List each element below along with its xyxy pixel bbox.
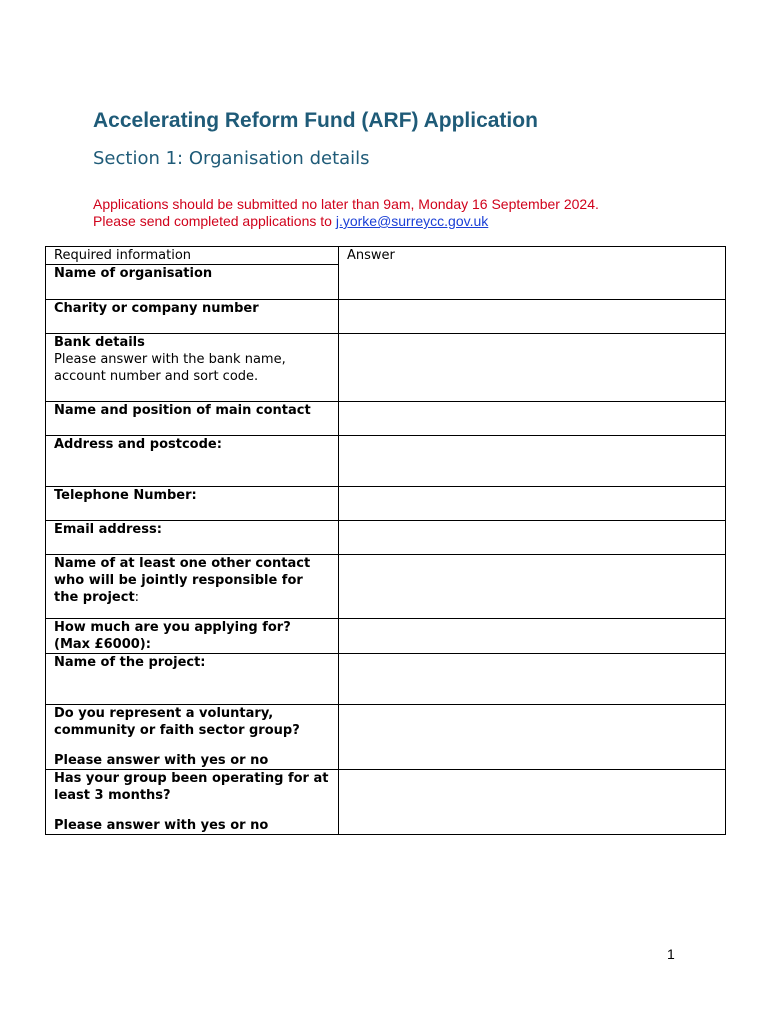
table-row [46, 334, 726, 402]
answer-bank-details[interactable] [339, 334, 726, 402]
other-contact-label: Name of at least one other contact who will be jointly responsible for the project [54, 556, 311, 605]
answer-project-name[interactable] [339, 654, 726, 705]
table-row [46, 654, 726, 705]
question-operating-duration [46, 770, 339, 835]
table-row [46, 705, 726, 770]
question-address: Address and postcode: [46, 436, 339, 487]
question-bank-details [46, 334, 339, 402]
bank-details-label: Bank details [54, 335, 145, 350]
table-row [46, 521, 726, 555]
table-row [46, 555, 726, 619]
table-row [46, 300, 726, 334]
column-header-question-label: Required information [54, 248, 192, 263]
table-row [46, 487, 726, 521]
column-header-answer-label: Answer [347, 248, 395, 263]
answer-voluntary-group[interactable] [339, 705, 726, 770]
answer-amount[interactable] [339, 619, 726, 654]
question-voluntary-group [46, 705, 339, 770]
voluntary-group-hint: Please answer with yes or no [54, 753, 269, 768]
table-row [46, 402, 726, 436]
question-email: Email address: [46, 521, 339, 555]
deadline-text: Applications should be submitted no later than 9am, Monday 16 September 2024. [93, 196, 599, 212]
section-title: Section 1: Organisation details [93, 148, 370, 169]
contact-email-link[interactable]: j.yorke@surreycc.gov.uk [335, 213, 489, 229]
send-instructions-text: Please send completed applications to [93, 213, 336, 229]
answer-operating-duration[interactable] [339, 770, 726, 835]
column-header-answer [339, 247, 726, 300]
question-main-contact: Name and position of main contact [46, 402, 339, 436]
send-instructions [93, 213, 599, 230]
operating-duration-label: Has your group been operating for at least 3 months? [54, 771, 329, 803]
other-contact-suffix: : [134, 590, 140, 605]
voluntary-group-label: Do you represent a voluntary, community or faith sector group? [54, 706, 300, 738]
answer-main-contact[interactable] [339, 402, 726, 436]
question-other-contact [46, 555, 339, 619]
submission-notice [93, 196, 599, 230]
answer-email[interactable] [339, 521, 726, 555]
answer-telephone[interactable] [339, 487, 726, 521]
question-org-name: Name of organisation [46, 265, 339, 300]
question-telephone: Telephone Number: [46, 487, 339, 521]
bank-details-hint: Please answer with the bank name, account number and sort code. [54, 352, 286, 384]
form-title: Accelerating Reform Fund (ARF) Application [93, 109, 538, 132]
page-number: 1 [667, 946, 675, 962]
question-amount: How much are you applying for? (Max £6000): [46, 619, 339, 654]
table-header-row [46, 247, 726, 265]
table-row [46, 436, 726, 487]
question-charity-number: Charity or company number [46, 300, 339, 334]
operating-duration-hint: Please answer with yes or no [54, 818, 269, 833]
table-row [46, 619, 726, 654]
answer-address[interactable] [339, 436, 726, 487]
table-row [46, 770, 726, 835]
column-header-question [46, 247, 339, 265]
answer-charity-number[interactable] [339, 300, 726, 334]
question-project-name: Name of the project: [46, 654, 339, 705]
answer-other-contact[interactable] [339, 555, 726, 619]
organisation-details-table [45, 246, 726, 835]
